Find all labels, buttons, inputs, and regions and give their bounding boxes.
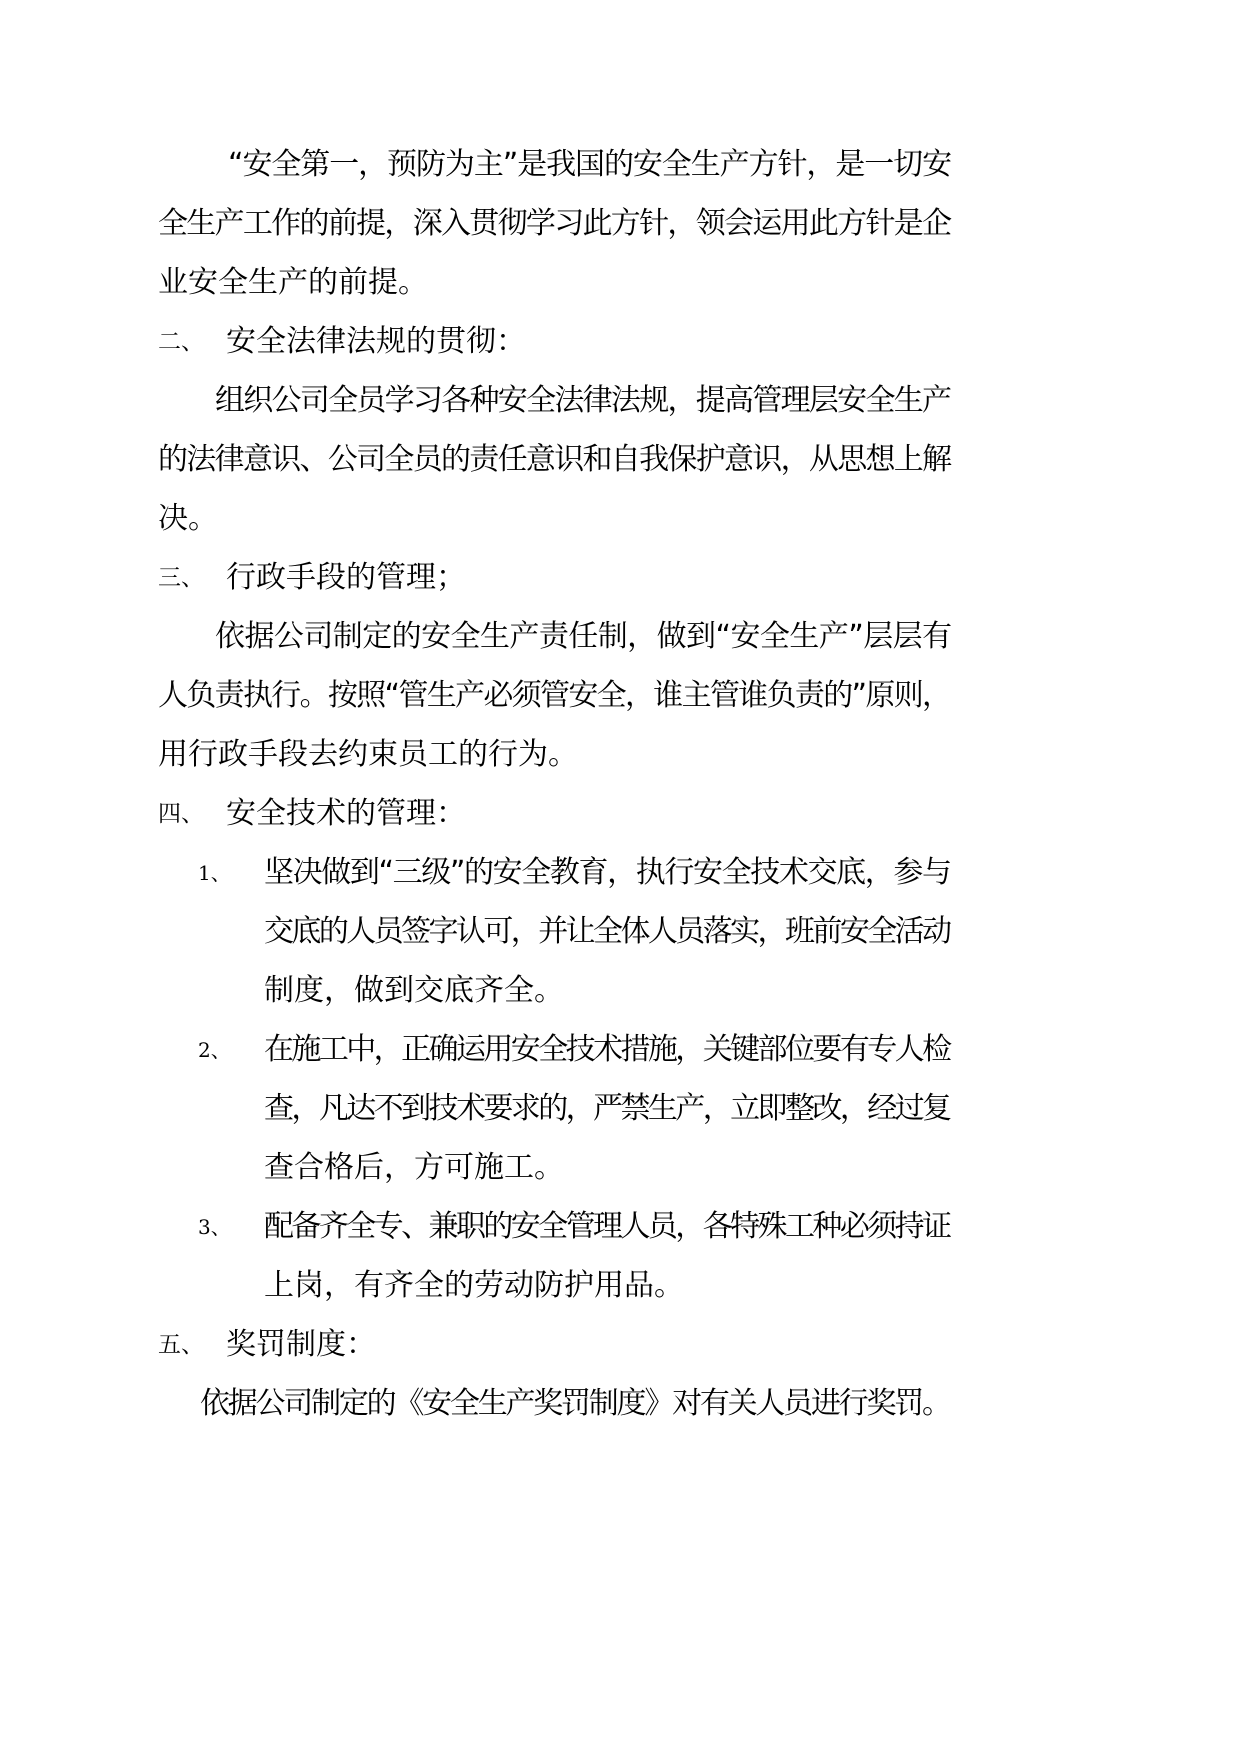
list-item-2-number: 2、 bbox=[198, 1038, 231, 1062]
section-5-marker: 五、 bbox=[158, 1332, 204, 1358]
section-3-line-3: 用行政手段去约束员工的行为。 bbox=[158, 737, 578, 772]
section-5-line-1: 依据公司制定的《安全生产奖罚制度》对有关人员进行奖罚。 bbox=[200, 1386, 950, 1421]
list-item-1-line-1: 坚决做到“三级”的安全教育，执行安全技术交底，参与 bbox=[264, 855, 951, 890]
section-4-heading: 安全技术的管理： bbox=[226, 796, 466, 831]
section-3-heading: 行政手段的管理； bbox=[226, 560, 466, 595]
paragraph-1-line-3: 业安全生产的前提。 bbox=[158, 265, 428, 300]
section-3-marker: 三、 bbox=[158, 565, 204, 591]
list-item-3-line-1: 配备齐全专、兼职的安全管理人员，各特殊工种必须持证 bbox=[264, 1209, 950, 1244]
list-item-2-line-3: 查合格后，方可施工。 bbox=[264, 1150, 564, 1185]
list-item-2-line-2: 查，凡达不到技术要求的，严禁生产，立即整改，经过复 bbox=[264, 1091, 950, 1126]
section-2-line-2: 的法律意识、公司全员的责任意识和自我保护意识，从思想上解 bbox=[158, 442, 951, 477]
list-item-1-line-3: 制度，做到交底齐全。 bbox=[264, 973, 564, 1008]
section-2-line-3: 决。 bbox=[158, 501, 218, 536]
section-5-heading: 奖罚制度： bbox=[226, 1327, 376, 1362]
list-item-2-line-1: 在施工中，正确运用安全技术措施，关键部位要有专人检 bbox=[264, 1032, 950, 1067]
section-2-heading: 安全法律法规的贯彻： bbox=[226, 324, 526, 359]
list-item-3-number: 3、 bbox=[198, 1215, 231, 1239]
list-item-1-number: 1、 bbox=[198, 861, 231, 885]
section-2-marker: 二、 bbox=[158, 329, 204, 355]
list-item-3-line-2: 上岗，有齐全的劳动防护用品。 bbox=[264, 1268, 684, 1303]
section-3-line-1: 依据公司制定的安全生产责任制，做到“安全生产”层层有 bbox=[215, 619, 952, 654]
list-item-1-line-2: 交底的人员签字认可，并让全体人员落实，班前安全活动 bbox=[264, 914, 950, 949]
section-2-line-1: 组织公司全员学习各种安全法律法规，提高管理层安全生产 bbox=[215, 383, 951, 418]
section-3-line-2: 人负责执行。按照“管生产必须管安全，谁主管谁负责的”原则， bbox=[158, 678, 951, 713]
paragraph-1-line-1: “安全第一，预防为主”是我国的安全生产方针，是一切安 bbox=[228, 147, 952, 182]
section-4-marker: 四、 bbox=[158, 801, 204, 827]
paragraph-1-line-2: 全生产工作的前提，深入贯彻学习此方针，领会运用此方针是企 bbox=[158, 206, 951, 241]
